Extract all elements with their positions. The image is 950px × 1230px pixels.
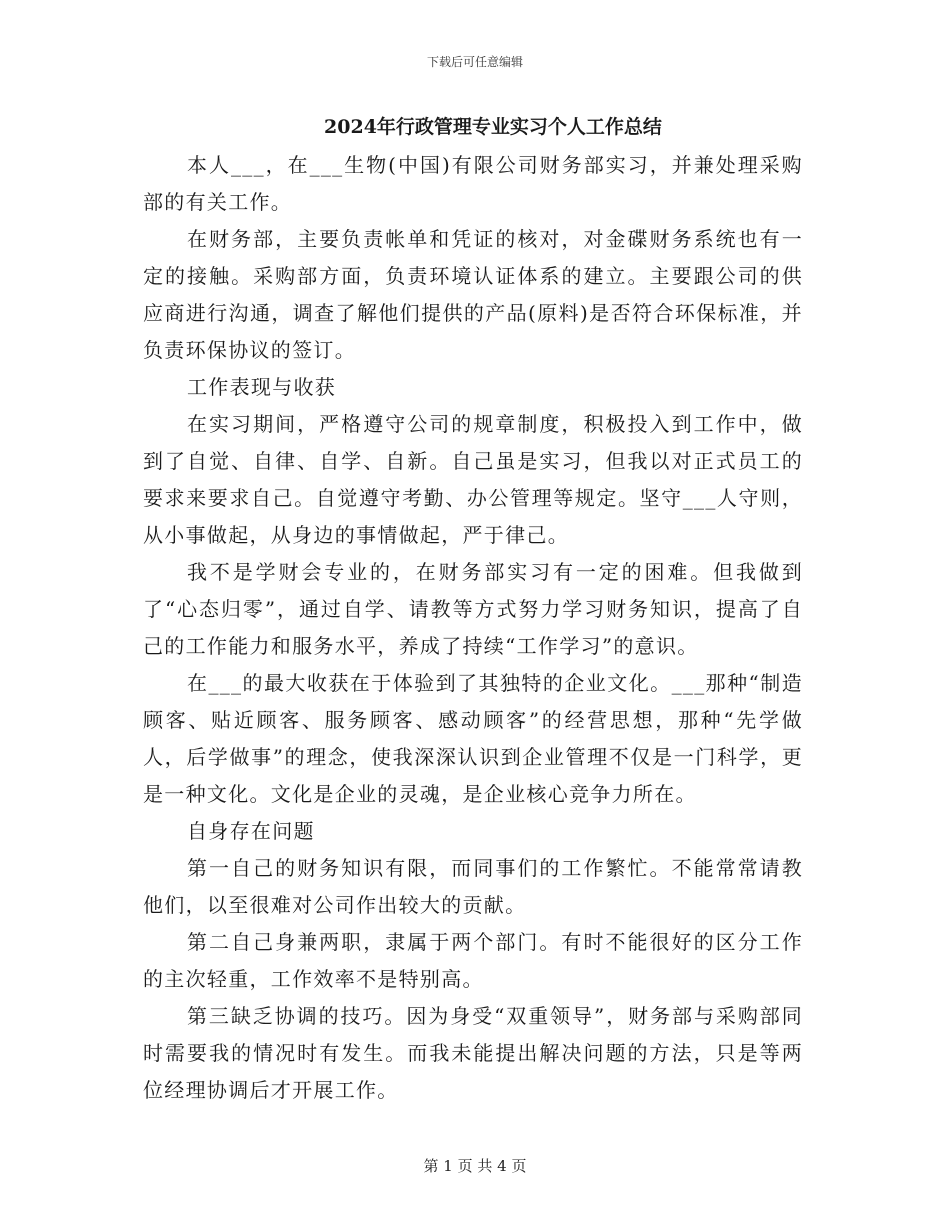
document-title: 2024年行政管理专业实习个人工作总结 bbox=[324, 116, 662, 138]
paragraph-learning: 我不是学财会专业的，在财务部实习有一定的困难。但我做到了“心态归零”，通过自学、请教等方式努力学习财务知识，提高了自己的工作能力和服务水平，养成了持续“工作学习”的意识。 bbox=[143, 560, 803, 658]
paragraph-problem-3: 第三缺乏协调的技巧。因为身受“双重领导”，财务部与采购部同时需要我的情况时有发生。而我未能提出解决问题的方法，只是等两位经理协调后才开展工作。 bbox=[143, 1004, 803, 1102]
paragraph-duties: 在财务部，主要负责帐单和凭证的核对，对金碟财务系统也有一定的接触。采购部方面，负责环境认证体系的建立。主要跟公司的供应商进行沟通，调查了解他们提供的产品(原料)是否符合环保标准，并负责环保协议的签订。 bbox=[143, 227, 803, 362]
page-footer: 第 1 页 共 4 页 bbox=[423, 1157, 527, 1175]
document-body bbox=[143, 112, 803, 1109]
paragraph-intro: 本人___，在___生物(中国)有限公司财务部实习，并兼处理采购部的有关工作。 bbox=[143, 153, 803, 214]
section-heading-problems: 自身存在问题 bbox=[187, 819, 315, 843]
paragraph-culture: 在___的最大收获在于体验到了其独特的企业文化。___那种“制造顾客、贴近顾客、服务顾客、感动顾客”的经营思想，那种“先学做人，后学做事”的理念，使我深深认识到企业管理不仅是一门科学，更是一种文化。文化是企业的灵魂，是企业核心竞争力所在。 bbox=[143, 671, 803, 806]
page-header: 下载后可任意编辑 bbox=[426, 55, 523, 69]
paragraph-problem-1: 第一自己的财务知识有限，而同事们的工作繁忙。不能常常请教他们，以至很难对公司作出较大的贡献。 bbox=[143, 856, 803, 917]
paragraph-discipline: 在实习期间，严格遵守公司的规章制度，积极投入到工作中，做到了自觉、自律、自学、自新。自己虽是实习，但我以对正式员工的要求来要求自己。自觉遵守考勤、办公管理等规定。坚守___人守则，从小事做起，从身边的事情做起，严于律己。 bbox=[143, 412, 803, 547]
section-heading-performance: 工作表现与收获 bbox=[187, 375, 337, 399]
paragraph-problem-2: 第二自己身兼两职，隶属于两个部门。有时不能很好的区分工作的主次轻重，工作效率不是特别高。 bbox=[143, 930, 803, 991]
